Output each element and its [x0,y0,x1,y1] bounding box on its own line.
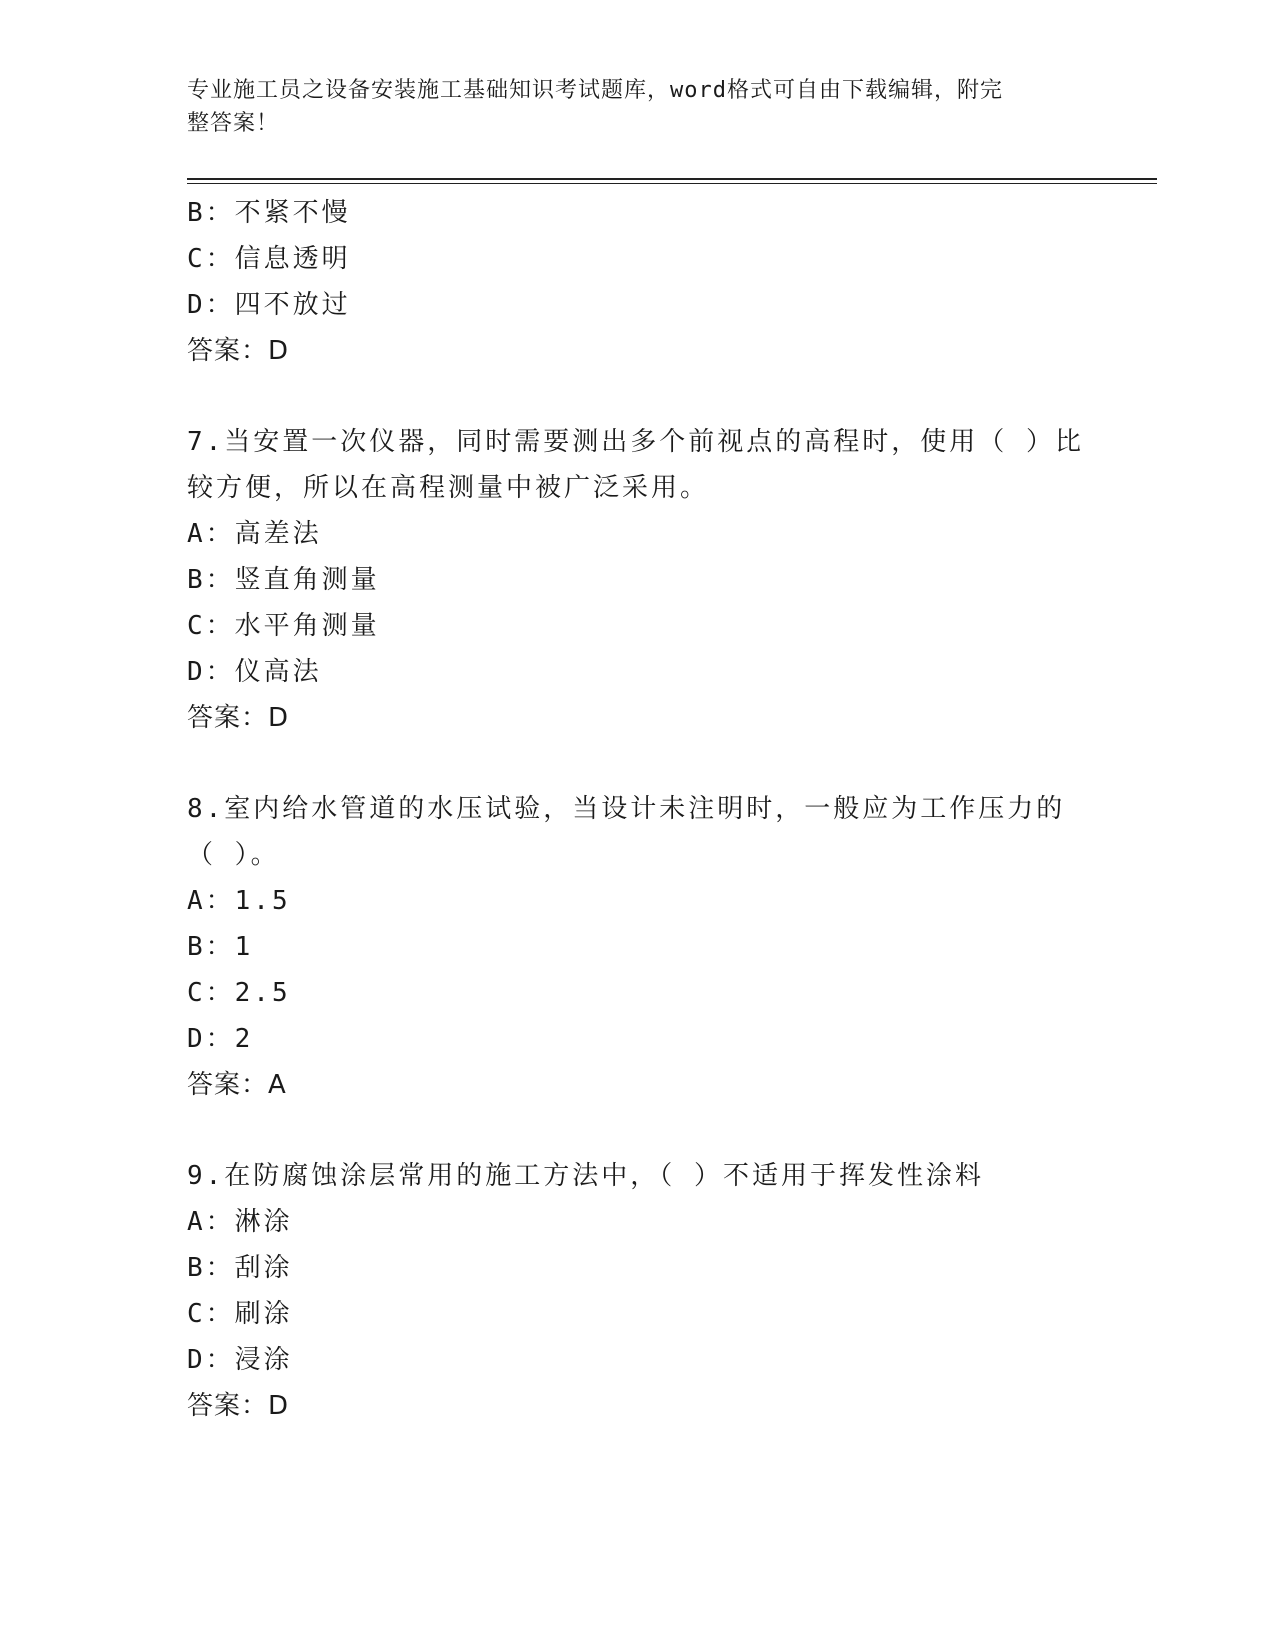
option-d: D：浸涂 [187,1345,293,1375]
option-d: D：仪高法 [187,657,322,687]
question-block-8 [187,786,1087,1108]
header-divider-thin [187,183,1157,184]
question-stem-line: 9.在防腐蚀涂层常用的施工方法中，（ ）不适用于挥发性涂料 [187,1161,984,1191]
question-block-9 [187,1153,1087,1429]
option-d: D：2 [187,1024,254,1054]
question-stem-line: 较方便，所以在高程测量中被广泛采用。 [187,473,710,503]
option-b: B：刮涂 [187,1253,293,1283]
option-c: C：刷涂 [187,1299,293,1329]
option-b: B：不紧不慢 [187,198,351,228]
header-divider [187,178,1157,180]
question-stem-line: （ ）。 [187,840,280,870]
answer-line: 答案：A [187,1070,287,1100]
option-d: D：四不放过 [187,290,351,320]
question-block-prev [187,190,1087,374]
option-c: C：信息透明 [187,244,351,274]
question-block-7 [187,419,1087,741]
header-line-2: 整答案！ [187,111,280,136]
document-header [187,74,1087,140]
option-b: B：1 [187,932,254,962]
answer-line: 答案：D [187,336,290,366]
option-a: A：1.5 [187,886,291,916]
answer-line: 答案：D [187,703,290,733]
option-a: A：淋涂 [187,1207,293,1237]
option-a: A：高差法 [187,519,322,549]
question-stem-line: 8.室内给水管道的水压试验，当设计未注明时，一般应为工作压力的 [187,794,1066,824]
header-line-1: 专业施工员之设备安装施工基础知识考试题库，word格式可自由下载编辑，附完 [187,78,1003,103]
option-b: B：竖直角测量 [187,565,380,595]
question-list [187,190,1087,1429]
answer-line: 答案：D [187,1391,290,1421]
option-c: C：水平角测量 [187,611,380,641]
question-stem-line: 7.当安置一次仪器，同时需要测出多个前视点的高程时，使用（ ）比 [187,427,1084,457]
option-c: C：2.5 [187,978,291,1008]
